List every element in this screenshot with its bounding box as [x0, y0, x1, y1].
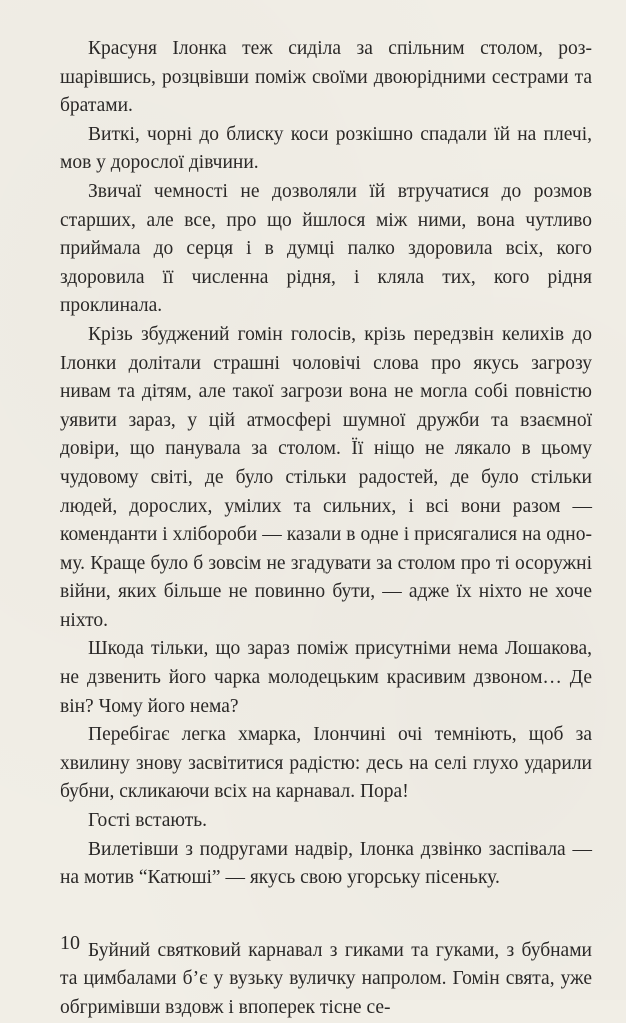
paragraph-6: Перебігає легка хмарка, Ілончині очі темніють, щоб за хвилину знову засвітитися радістю: десь на селі глухо ударили бубни, скликаючи всіх на карнавал. Пора!	[60, 724, 592, 803]
body-text	[60, 35, 592, 1023]
paragraph-7: Гості встають.	[88, 810, 208, 832]
paragraph-8: Вилетівши з подругами надвір, Ілонка дзвінко заспівала — на мотив “Катюші” — якусь свою угорську пісеньку.	[60, 838, 592, 889]
paragraph-3: Звичаї чемності не дозволяли їй втручатися до розмов старших, але все, про що йшлося між ними, вона чутливо приймала до серця і в думці палко здоровила всіх, кого здоровила її численна рідня, і кляла тих, кого рідня проклинала.	[60, 180, 592, 317]
paragraph-2: Виткі, чорні до блиску коси розкішно спадали їй на плечі, мов у дорослої дівчини.	[60, 123, 592, 174]
paragraph-4: Крізь збуджений гомін голосів, крізь передзвін келихів до Ілонки долітали страшні чоловічі слова про якусь загрозу нивам та дітям, але такої загрози вона не могла собі повністю уявити зараз, у цій атмосфері шумної дружби та взаємної довіри, що панувала за столом. Її ніщо не лякало в цьому чудовому світі, де було стільки радостей, де було стільки людей, дорослих, умілих та сильних, і всі вони разом — коменданти і хлібороби — казали в одне і присягалися на одному. Краще було б зовсім не згадувати за столом про ті осоружні війни, яких більше не повинно бути, — адже їх ніхто не хоче ніхто.	[60, 323, 592, 631]
paragraph-9: Буйний святковий карнавал з гиками та гуками, з бубнами та цимбалами б’є у вузьку вуличку напролом. Гомін свята, уже обгримівши вздовж і впоперек тісне се-	[60, 939, 592, 1018]
paragraph-5: Шкода тільки, що зараз поміж присутніми нема Лошакова, не дзвенить його чарка молодецьким красивим дзвоном… Де він? Чому його нема?	[60, 638, 592, 717]
section-break	[60, 893, 592, 937]
paragraph-1: Красуня Ілонка теж сиділа за спільним столом, розшарівшись, розцвівши поміж своїми двоюрідними сестрами та братами.	[60, 38, 592, 117]
page-number: 10	[60, 932, 80, 954]
